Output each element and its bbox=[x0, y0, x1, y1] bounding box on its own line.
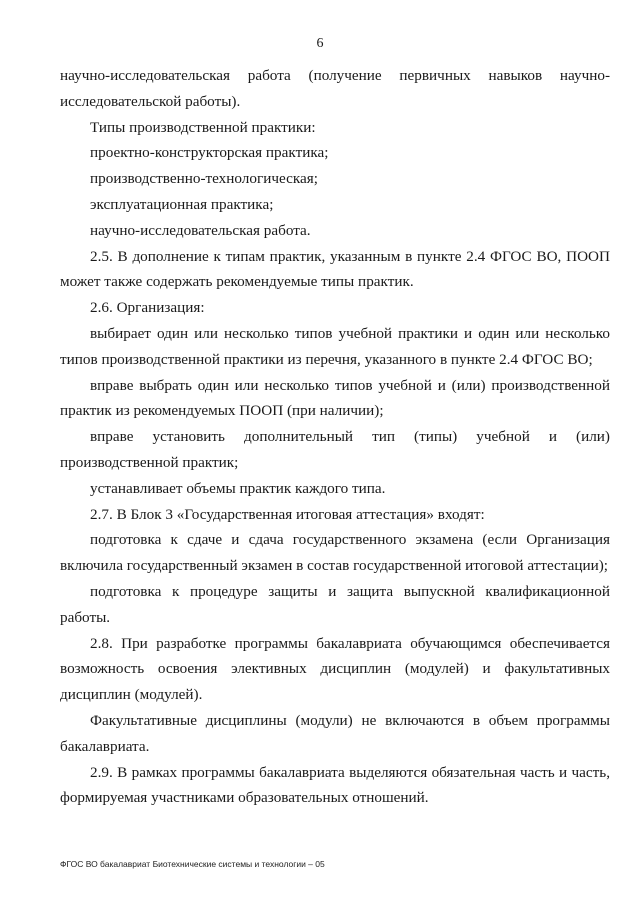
paragraph-2-6: 2.6. Организация: bbox=[90, 299, 205, 317]
paragraph-optional-disciplines: Факультативные дисциплины (модули) не включаются в объем программы бакалавриата. bbox=[60, 711, 610, 755]
document-body bbox=[60, 63, 610, 811]
paragraph-thesis-defense: подготовка к процедуре защиты и защита выпускной квалификационной работы. bbox=[60, 582, 610, 626]
paragraph-selects-practice-types: выбирает один или несколько типов учебной практики и один или несколько типов производственной практики из перечня, указанного в пункте 2.4 ФГОС ВО; bbox=[60, 324, 610, 368]
page-footer: ФГОС ВО бакалавриат Биотехнические системы и технологии – 05 bbox=[60, 859, 325, 869]
list-item-design-practice: проектно-конструкторская практика; bbox=[90, 144, 329, 162]
paragraph-2-5: 2.5. В дополнение к типам практик, указанным в пункте 2.4 ФГОС ВО, ПООП может также содержать рекомендуемые типы практик. bbox=[60, 247, 610, 291]
list-item-research-work: научно-исследовательская работа. bbox=[90, 221, 311, 239]
paragraph-2-8: 2.8. При разработке программы бакалавриата обучающимся обеспечивается возможность освоения элективных дисциплин (модулей) и факультативных дисциплин (модулей). bbox=[60, 634, 610, 704]
list-item-operational-practice: эксплуатационная практика; bbox=[90, 195, 274, 213]
paragraph-may-select-recommended: вправе выбрать один или несколько типов учебной и (или) производственной практик из рекомендуемых ПООП (при наличии); bbox=[60, 376, 610, 420]
paragraph-state-exam: подготовка к сдаче и сдача государственного экзамена (если Организация включила государственный экзамен в состав государственной итоговой аттестации); bbox=[60, 531, 610, 575]
page-number: 6 bbox=[316, 36, 324, 51]
paragraph-may-set-additional: вправе установить дополнительный тип (типы) учебной и (или) производственной практик; bbox=[60, 428, 610, 471]
list-item-technology-practice: производственно-технологическая; bbox=[90, 170, 318, 188]
paragraph-2-9: 2.9. В рамках программы бакалавриата выделяются обязательная часть и часть, формируемая участниками образовательных отношений. bbox=[60, 763, 610, 807]
paragraph-2-7: 2.7. В Блок 3 «Государственная итоговая аттестация» входят: bbox=[90, 505, 485, 523]
paragraph-sets-volumes: устанавливает объемы практик каждого типа. bbox=[90, 479, 386, 497]
paragraph-research-work: научно-исследовательская работа (получение первичных навыков научно-исследовательской работы). bbox=[60, 67, 610, 110]
paragraph-production-practice-types: Типы производственной практики: bbox=[90, 118, 316, 136]
